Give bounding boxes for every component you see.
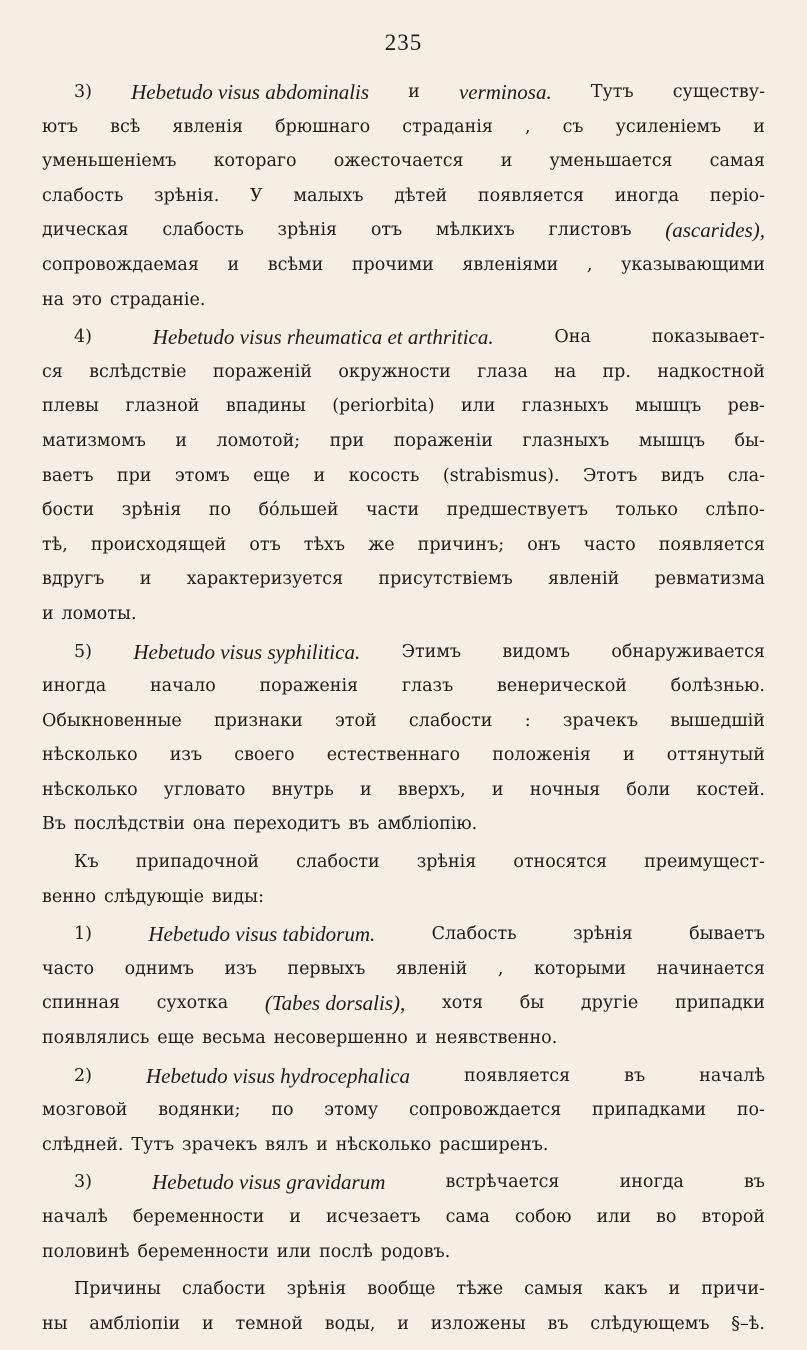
word: какъ — [604, 1279, 648, 1300]
word: вообще — [367, 1279, 436, 1300]
word: части — [365, 500, 420, 521]
word: иногда — [619, 1172, 684, 1193]
word: признаки — [214, 710, 303, 731]
text-line — [42, 738, 765, 773]
word: второй — [701, 1207, 765, 1227]
latin-term: Hebetudo visus syphilitica. — [133, 639, 361, 664]
word: бы- — [734, 430, 765, 451]
word: причи- — [701, 1279, 765, 1300]
word: вдругъ — [42, 569, 105, 590]
word: и — [500, 151, 513, 172]
text-line — [42, 807, 765, 842]
word: часто — [583, 534, 636, 555]
word: явленій — [395, 958, 468, 979]
word: расширенъ. — [439, 1134, 549, 1155]
word: самыя — [524, 1279, 583, 1300]
word: начало — [149, 676, 216, 697]
word: первыхъ — [287, 958, 366, 979]
text-line — [42, 669, 765, 704]
text-line — [42, 773, 765, 808]
word: нѣсколько — [335, 1134, 432, 1155]
word: происходящей — [90, 534, 227, 555]
word: и — [360, 779, 372, 800]
word: послѣдствіи — [73, 814, 185, 835]
text-line — [42, 704, 765, 739]
word: матизмомъ — [42, 430, 146, 451]
word: беременности — [137, 1241, 269, 1262]
text-line — [42, 248, 765, 283]
word: весьма — [202, 1028, 266, 1049]
word: 2) — [74, 1065, 92, 1086]
word: слабость — [162, 220, 244, 241]
word: иногда — [42, 676, 107, 697]
word: или — [276, 1241, 312, 1262]
word: она — [192, 814, 226, 835]
word: ломотой; — [216, 430, 301, 451]
latin-term: Hebetudo visus gravidarum — [152, 1170, 386, 1195]
text-line — [42, 1272, 765, 1307]
word: изложены — [430, 1313, 526, 1334]
word: началѣ — [699, 1065, 765, 1086]
word: хотя — [441, 993, 484, 1014]
word: слѣпо- — [705, 500, 765, 521]
word: указывающими — [621, 254, 765, 275]
word: Этотъ — [582, 465, 638, 486]
word: однимъ — [124, 958, 194, 979]
word: показывает- — [651, 327, 765, 348]
word: темной — [235, 1313, 303, 1334]
word: и — [313, 465, 326, 486]
text-line — [42, 528, 765, 563]
latin-term: Hebetudo visus rheumatica et arthritica. — [152, 325, 494, 350]
word: періо- — [709, 185, 765, 206]
latin-term: (Tabes dorsalis), — [264, 991, 406, 1016]
word: , — [497, 958, 504, 979]
word: Тутъ — [590, 82, 634, 102]
word: Слабость — [431, 924, 517, 945]
word: явленія — [172, 116, 244, 137]
word: венерической — [496, 676, 627, 697]
word: на — [42, 289, 65, 310]
word: половинѣ — [42, 1241, 130, 1262]
word: беременности — [132, 1207, 265, 1227]
word: родовъ. — [380, 1241, 451, 1262]
word: пораженій — [212, 361, 313, 382]
text-line — [42, 1128, 765, 1163]
word: глаза — [477, 361, 528, 382]
word: и — [668, 1279, 681, 1300]
word: и — [316, 1134, 328, 1155]
text-line — [42, 986, 765, 1021]
latin-term: Hebetudo visus abdominalis — [131, 80, 370, 104]
word: уменьшеніемъ — [42, 151, 177, 172]
text-line — [42, 845, 765, 880]
word: ночныя — [529, 779, 601, 800]
word: косость — [348, 465, 420, 486]
word: (periorbita) — [332, 396, 435, 417]
word: зрѣнія — [277, 220, 338, 241]
word: этомъ — [174, 465, 230, 486]
word: только — [615, 500, 678, 521]
word: зрѣнія — [286, 1279, 347, 1300]
word: появляется — [477, 185, 585, 206]
word: вышедшій — [670, 710, 765, 731]
word: или — [596, 1207, 632, 1227]
text-line — [42, 1093, 765, 1128]
word: вслѣдствіе — [89, 361, 187, 382]
word: существу- — [672, 82, 765, 102]
word: и — [622, 745, 635, 766]
word: рев- — [727, 396, 765, 417]
text-line — [42, 597, 765, 632]
text-line — [42, 110, 765, 145]
word: присутствіемъ — [378, 569, 513, 590]
word: : — [524, 710, 531, 731]
word: воды, — [324, 1313, 376, 1334]
word: Обыкновенные — [42, 710, 182, 731]
word: отъ — [370, 220, 403, 241]
word: во — [656, 1207, 677, 1227]
latin-term: (ascarides), — [665, 218, 765, 243]
word: собою — [514, 1207, 572, 1227]
word: преимущест- — [644, 852, 765, 873]
word: слабости — [408, 710, 493, 731]
word: явленій — [548, 569, 620, 590]
word: слѣдующіе — [103, 886, 204, 907]
latin-term: verminosa. — [458, 80, 552, 104]
word: надкостной — [657, 361, 765, 382]
word: водянки; — [158, 1100, 241, 1121]
text-line — [42, 459, 765, 494]
word: послѣ — [319, 1241, 373, 1262]
word: венно — [42, 886, 97, 907]
text-line — [42, 1165, 765, 1200]
word: пораженія — [259, 676, 359, 697]
word: самая — [709, 151, 765, 172]
latin-term: Hebetudo visus hydrocephalica — [145, 1063, 410, 1088]
word: мозговой — [42, 1100, 128, 1121]
word: 5) — [74, 641, 92, 662]
word: вверхъ, — [397, 779, 466, 800]
word: амбліопіи — [89, 1313, 181, 1334]
word: явленіями — [462, 254, 559, 275]
word: и — [491, 779, 504, 800]
text-line — [42, 493, 765, 528]
word: въ — [743, 1172, 765, 1193]
word: переходитъ — [233, 814, 341, 835]
word: , — [524, 116, 531, 137]
word: Она — [554, 327, 591, 348]
word: Тутъ — [131, 1134, 175, 1155]
word: бы — [519, 993, 545, 1014]
word: ожесточается — [333, 151, 464, 172]
word: бываетъ — [689, 924, 765, 945]
word: 3) — [74, 82, 92, 102]
word: иногда — [614, 185, 680, 206]
word: оттянутый — [666, 745, 765, 766]
word: другіе — [580, 993, 639, 1014]
text-line — [42, 880, 765, 915]
word: сла- — [727, 465, 765, 486]
word: изъ — [224, 958, 257, 979]
word: пораженіи — [393, 430, 493, 451]
word: и — [408, 82, 420, 102]
word: слабости — [296, 852, 380, 873]
word: въ — [624, 1065, 646, 1086]
word: этому — [324, 1100, 379, 1121]
text-line — [42, 1235, 765, 1270]
word: плевы — [42, 396, 99, 417]
word: виды: — [211, 886, 264, 907]
word: съ — [562, 116, 584, 137]
word: начинается — [656, 958, 765, 979]
word: страданіе. — [109, 289, 206, 310]
word: костей. — [696, 779, 765, 800]
word: 4) — [74, 327, 92, 348]
word: 1) — [74, 924, 92, 945]
word: Въ — [42, 814, 66, 835]
word: отъ — [249, 534, 281, 555]
word: это — [71, 289, 103, 310]
word: сама — [445, 1207, 490, 1227]
word: внутрь — [271, 779, 334, 800]
word: и — [139, 569, 152, 590]
word: тѣже — [456, 1279, 504, 1300]
word: еще — [253, 465, 291, 486]
text-line — [42, 75, 765, 110]
word: припадками — [592, 1100, 707, 1121]
word: слабость — [42, 185, 124, 206]
word: началѣ — [42, 1207, 108, 1227]
word: онъ — [527, 534, 561, 555]
word: ваетъ — [42, 465, 94, 486]
word: У — [250, 185, 263, 206]
word: этой — [335, 710, 377, 731]
word: по — [271, 1100, 294, 1121]
text-line — [42, 562, 765, 597]
word: глазныхъ — [522, 430, 610, 451]
word: ны — [42, 1313, 68, 1334]
word: характеризуется — [186, 569, 344, 590]
text-line — [42, 179, 765, 214]
word: при — [116, 465, 152, 486]
word: по- — [736, 1100, 765, 1121]
word: припадки — [674, 993, 765, 1014]
word: боли — [626, 779, 671, 800]
word: ревматизма — [654, 569, 765, 590]
text-line — [42, 283, 765, 318]
word: зрѣнія — [416, 852, 477, 873]
word: и — [42, 603, 54, 624]
word: зрачекъ — [562, 710, 639, 731]
word: прочими — [351, 254, 434, 275]
word: припадочной — [135, 852, 260, 873]
word: появляется — [464, 1065, 571, 1086]
word: мышцъ — [635, 396, 702, 417]
word: 3) — [74, 1172, 92, 1193]
word: обнаруживается — [611, 641, 765, 662]
word: болѣзнью. — [670, 676, 765, 697]
word: еще — [157, 1028, 195, 1049]
word: же — [368, 534, 395, 555]
word: зрѣнія. — [154, 185, 220, 206]
word: страданія — [402, 116, 493, 137]
text-line — [42, 144, 765, 179]
word: своего — [234, 745, 295, 766]
word: Причины — [74, 1279, 161, 1300]
word: всѣ — [110, 116, 141, 137]
word: мѣлкихъ — [435, 220, 515, 241]
word: изъ — [169, 745, 203, 766]
word: видъ — [660, 465, 705, 486]
text-line — [42, 1021, 765, 1056]
word: (strabismus). — [442, 465, 560, 486]
word: несовершенно — [273, 1028, 408, 1049]
word: глазъ — [401, 676, 454, 697]
word: сопровождаемая — [42, 254, 199, 275]
word: сопровождается — [408, 1100, 562, 1121]
word: спинная — [42, 993, 120, 1014]
word: усиленіемъ — [615, 116, 722, 137]
word: малыхъ — [293, 185, 364, 206]
word: и — [415, 1028, 428, 1049]
word: вялъ — [265, 1134, 309, 1155]
latin-term: Hebetudo visus tabidorum. — [148, 922, 376, 947]
word: ютъ — [42, 116, 79, 137]
word: сухотка — [156, 993, 229, 1014]
word: появляется — [658, 534, 765, 555]
text-line — [42, 213, 765, 248]
word: глистовъ — [548, 220, 632, 241]
word: угловато — [163, 779, 246, 800]
word: зрѣнія — [573, 924, 633, 945]
word: и — [227, 254, 240, 275]
word: дѣтей — [394, 185, 448, 206]
text-line — [42, 1307, 765, 1342]
word: мышцъ — [638, 430, 705, 451]
word: причинъ; — [417, 534, 505, 555]
word: уменьшается — [549, 151, 673, 172]
word: нѣсколько — [42, 779, 138, 800]
word: слабости — [182, 1279, 266, 1300]
word: встрѣчается — [445, 1172, 560, 1193]
page-number: 235 — [384, 30, 423, 55]
word: естественнаго — [326, 745, 461, 766]
word: при — [329, 430, 365, 451]
word: которыми — [533, 958, 627, 979]
word: въ — [348, 814, 370, 835]
word: по — [208, 500, 231, 521]
word: ломоты. — [61, 603, 137, 624]
word: и — [289, 1207, 301, 1227]
word: амбліопію. — [377, 814, 478, 835]
text-line — [42, 1059, 765, 1094]
word: видомъ — [502, 641, 570, 662]
word: §–ѣ. — [731, 1313, 765, 1334]
word: часто — [42, 958, 95, 979]
word: глазной — [125, 396, 200, 417]
word: всѣми — [267, 254, 324, 275]
word: котораго — [213, 151, 297, 172]
word: Къ — [74, 852, 99, 873]
word: тѣ, — [42, 534, 68, 555]
body-text — [42, 75, 765, 1341]
text-line — [42, 635, 765, 670]
word: зрачекъ — [182, 1134, 258, 1155]
word: относятся — [513, 852, 608, 873]
word: предшествуетъ — [446, 500, 589, 521]
word: , — [586, 254, 593, 275]
word: и — [201, 1313, 214, 1334]
word: ся — [42, 361, 63, 382]
word: или — [460, 396, 496, 417]
text-line — [42, 355, 765, 390]
text-line — [42, 424, 765, 459]
word: нѣсколько — [42, 745, 138, 766]
word: неявственно. — [435, 1028, 558, 1049]
word: слѣдней. — [42, 1134, 124, 1155]
word: Этимъ — [401, 641, 462, 662]
text-line — [42, 917, 765, 952]
word: въ — [547, 1313, 569, 1334]
word: бо́льшей — [258, 500, 339, 521]
word: впадины — [225, 396, 306, 417]
word: появлялись — [42, 1028, 150, 1049]
text-line — [42, 1200, 765, 1235]
word: глазныхъ — [521, 396, 609, 417]
word: пр. — [602, 361, 631, 382]
word: дическая — [42, 220, 129, 241]
text-line — [42, 952, 765, 987]
word: брюшнаго — [275, 116, 371, 137]
word: исчезаетъ — [325, 1207, 421, 1227]
word: и — [753, 116, 765, 137]
word: тѣхъ — [303, 534, 346, 555]
word: слѣдующемъ — [590, 1313, 710, 1334]
word: положенія — [492, 745, 591, 766]
word: и — [397, 1313, 409, 1334]
word: окружности — [338, 361, 451, 382]
word: на — [554, 361, 577, 382]
word: и — [175, 430, 188, 451]
word: зрѣнія — [121, 500, 182, 521]
text-line — [42, 389, 765, 424]
text-line — [42, 320, 765, 355]
word: бости — [42, 500, 95, 521]
